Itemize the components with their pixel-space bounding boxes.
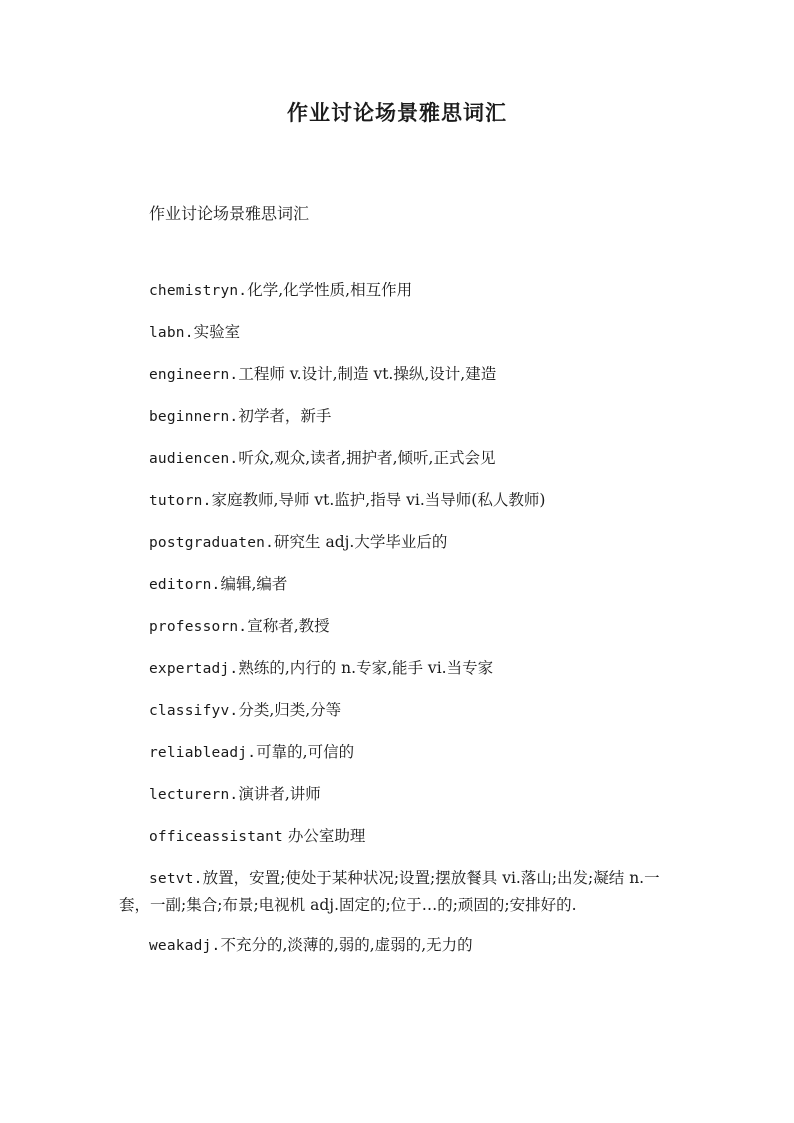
entry-definition: 演讲者,讲师 [238,785,321,803]
vocabulary-entry [119,571,675,599]
entry-definition: 可靠的,可信的 [256,743,355,761]
entry-definition: 工程师 v.设计,制造 vt.操纵,设计,建造 [238,365,497,383]
entry-definition: 家庭教师,导师 vt.监护,指导 vi.当导师(私人教师) [211,491,546,509]
entry-definition: 熟练的,内行的 n.专家,能手 vi.当专家 [238,659,494,677]
vocabulary-entry [119,361,675,389]
entry-definition: 宣称者,教授 [247,617,330,635]
vocabulary-entry [119,697,675,725]
entry-definition: 分类,归类,分等 [238,701,342,719]
vocabulary-entry [119,823,675,851]
document-title: 作业讨论场景雅思词汇 [287,100,507,125]
entry-word: editorn. [149,577,221,593]
entry-word: lecturern. [149,787,239,803]
vocabulary-entry [119,319,675,347]
entry-word: reliableadj. [149,745,257,761]
vocabulary-entry [119,487,675,515]
vocabulary-list [119,277,675,974]
entry-definition: 研究生 adj.大学毕业后的 [274,533,448,551]
entry-word: engineern. [149,367,239,383]
vocabulary-entry [119,655,675,683]
document-subtitle: 作业讨论场景雅思词汇 [149,204,310,223]
entry-definition: 实验室 [193,323,241,341]
entry-word: expertadj. [149,661,239,677]
entry-definition: 化学,化学性质,相互作用 [247,281,413,299]
entry-definition: 听众,观众,读者,拥护者,倾听,正式会见 [238,449,496,467]
entry-word: postgraduaten. [149,535,275,551]
entry-definition: 不充分的,淡薄的,弱的,虚弱的,无力的 [220,936,473,954]
vocabulary-entry [119,529,675,557]
entry-word: audiencen. [149,451,239,467]
vocabulary-entry [119,445,675,473]
entry-definition: 办公室助理 [282,827,366,845]
entry-definition: 初学者，新手 [238,407,332,425]
entry-word: labn. [149,325,194,341]
vocabulary-entry [119,277,675,305]
entry-word: beginnern. [149,409,239,425]
vocabulary-entry [119,865,675,918]
entry-definition: 编辑,编者 [220,575,288,593]
entry-word: officeassistant [149,829,283,845]
vocabulary-entry [119,781,675,809]
vocabulary-entry [119,932,675,960]
entry-word: professorn. [149,619,248,635]
entry-word: chemistryn. [149,283,248,299]
entry-definition: 放置，安置;使处于某种状况;设置;摆放餐具 vi.落山;出发;凝结 n.一套，一副;集合;布景;电视机 adj.固定的;位于…的;顽固的;安排好的. [119,869,660,914]
entry-word: tutorn. [149,493,212,509]
entry-word: setvt. [149,871,203,887]
entry-word: classifyv. [149,703,239,719]
vocabulary-entry [119,403,675,431]
entry-word: weakadj. [149,938,221,954]
vocabulary-entry [119,613,675,641]
vocabulary-entry [119,739,675,767]
